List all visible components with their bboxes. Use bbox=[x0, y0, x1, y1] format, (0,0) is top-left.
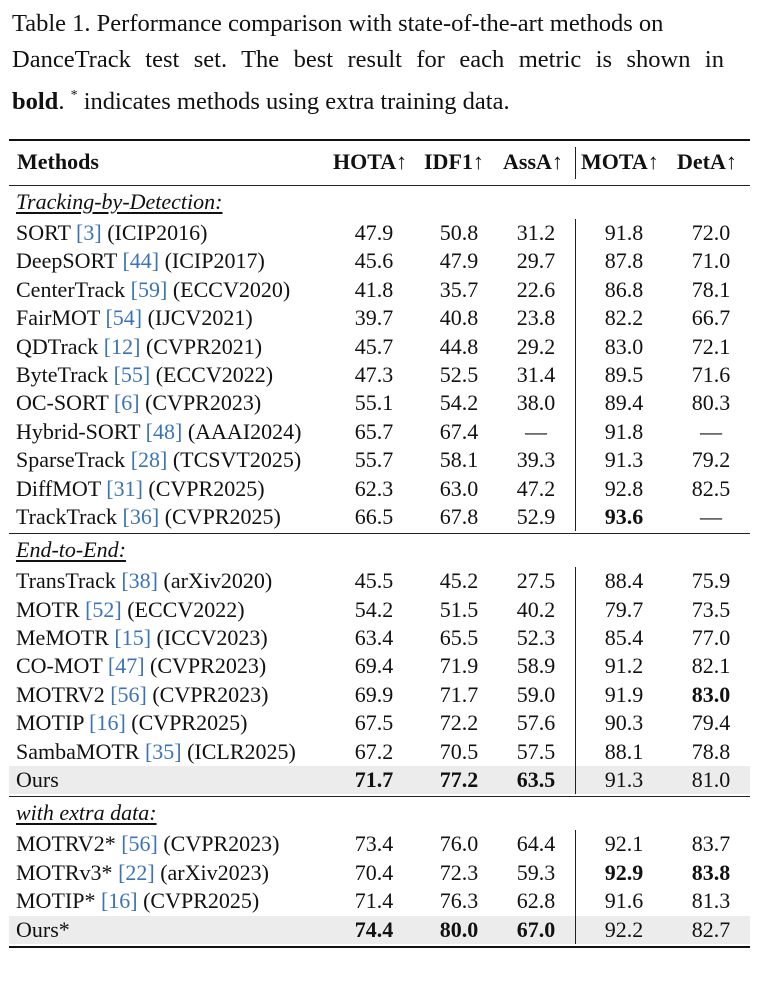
hota-value: 67.5 bbox=[354, 710, 394, 736]
mota-value: 91.3 bbox=[604, 767, 644, 793]
deta-value: 75.9 bbox=[691, 568, 731, 594]
method-name: DiffMOT bbox=[16, 475, 107, 501]
mota-value: 93.6 bbox=[604, 503, 644, 529]
assa-value: 47.2 bbox=[516, 475, 556, 501]
method-cell bbox=[16, 446, 301, 474]
method-venue: (arXiv2023) bbox=[154, 859, 269, 885]
table-section bbox=[9, 797, 750, 948]
table-row-ours bbox=[9, 766, 750, 794]
idf1-value: 51.5 bbox=[439, 596, 479, 622]
idf1-value: 45.2 bbox=[439, 568, 479, 594]
header-mota: MOTA↑ bbox=[581, 149, 659, 174]
deta-value: 72.0 bbox=[691, 220, 731, 245]
idf1-value: 76.3 bbox=[439, 888, 479, 914]
table-section bbox=[9, 186, 750, 534]
method-cell bbox=[16, 738, 296, 766]
method-cell bbox=[16, 333, 262, 361]
method-cell bbox=[16, 766, 59, 794]
method-cell bbox=[16, 304, 253, 332]
method-cell bbox=[16, 361, 273, 389]
results-table bbox=[9, 139, 750, 948]
assa-value: 29.2 bbox=[516, 333, 556, 359]
hota-value: 55.7 bbox=[354, 447, 394, 473]
deta-value: 81.0 bbox=[691, 767, 731, 793]
method-name: ByteTrack bbox=[16, 361, 114, 387]
mota-value: 87.8 bbox=[604, 248, 644, 274]
idf1-value: 40.8 bbox=[439, 305, 479, 331]
caption-line-1: Table 1. Performance comparison with state-of-the-art methods on bbox=[12, 10, 664, 37]
method-venue: (ICLR2025) bbox=[181, 738, 296, 764]
table-row bbox=[9, 361, 750, 389]
citation-link[interactable]: [6] bbox=[113, 390, 140, 416]
mota-value: 91.9 bbox=[604, 681, 644, 707]
hota-value: 74.4 bbox=[354, 916, 394, 942]
assa-value: 31.2 bbox=[516, 220, 556, 245]
method-name: MOTRV2* bbox=[16, 831, 122, 857]
method-name: MOTIP bbox=[16, 710, 90, 736]
method-name: CO-MOT bbox=[16, 653, 108, 679]
method-name: MOTIP* bbox=[16, 888, 101, 914]
assa-value: 52.3 bbox=[516, 625, 556, 651]
deta-value: 71.6 bbox=[691, 361, 731, 387]
assa-value: 31.4 bbox=[516, 361, 556, 387]
table-body bbox=[9, 186, 750, 948]
method-venue: (CVPR2023) bbox=[144, 653, 267, 679]
hota-value: 70.4 bbox=[354, 859, 394, 885]
hota-value: 63.4 bbox=[354, 625, 394, 651]
assa-value: 58.9 bbox=[516, 653, 556, 679]
caption-line-3-text: indicates methods using extra training data. bbox=[77, 88, 510, 115]
method-name: SambaMOTR bbox=[16, 738, 145, 764]
deta-value: 81.3 bbox=[691, 888, 731, 914]
method-venue: (ICIP2017) bbox=[159, 248, 265, 274]
deta-value: 83.7 bbox=[691, 831, 731, 857]
deta-value: 83.0 bbox=[691, 681, 731, 707]
method-cell bbox=[16, 859, 269, 887]
caption-line-3 bbox=[12, 78, 724, 120]
method-cell bbox=[16, 681, 268, 709]
citation-link[interactable]: [47] bbox=[107, 653, 145, 679]
assa-value: 40.2 bbox=[516, 596, 556, 622]
citation-link[interactable]: [22] bbox=[118, 859, 155, 885]
mota-value: 92.9 bbox=[604, 859, 644, 885]
deta-value: 71.0 bbox=[691, 248, 731, 274]
method-name: SORT bbox=[16, 220, 77, 245]
deta-value: 79.4 bbox=[691, 710, 731, 736]
table-row bbox=[9, 503, 750, 531]
column-divider bbox=[575, 219, 576, 531]
idf1-value: 54.2 bbox=[439, 390, 479, 416]
mota-value: 88.4 bbox=[604, 568, 644, 594]
citation-link[interactable]: [55] bbox=[113, 361, 151, 387]
mota-value: 85.4 bbox=[604, 625, 644, 651]
table-row bbox=[9, 709, 750, 737]
deta-value: 72.1 bbox=[691, 333, 731, 359]
deta-value: 80.3 bbox=[691, 390, 731, 416]
method-name: QDTrack bbox=[16, 333, 104, 359]
citation-link[interactable]: [59] bbox=[130, 276, 168, 302]
hota-value: 71.7 bbox=[354, 767, 394, 793]
hota-value: 47.3 bbox=[354, 361, 394, 387]
deta-value: 78.8 bbox=[691, 738, 731, 764]
section-title bbox=[9, 186, 750, 219]
method-name: MeMOTR bbox=[16, 625, 115, 651]
table-row bbox=[9, 247, 750, 275]
idf1-value: 71.7 bbox=[439, 681, 479, 707]
table-row bbox=[9, 624, 750, 652]
assa-value: 23.8 bbox=[516, 305, 556, 331]
section-rows bbox=[9, 219, 750, 531]
method-name: Ours* bbox=[16, 916, 70, 942]
hota-value: 62.3 bbox=[354, 475, 394, 501]
method-name: TrackTrack bbox=[16, 503, 123, 529]
header-deta: DetA↑ bbox=[677, 149, 737, 174]
assa-value: — bbox=[525, 418, 547, 444]
table-caption bbox=[12, 6, 724, 120]
mota-value: 89.5 bbox=[604, 361, 644, 387]
section-title bbox=[9, 797, 750, 830]
table-row bbox=[9, 681, 750, 709]
deta-value: 73.5 bbox=[691, 596, 731, 622]
deta-value: 79.2 bbox=[691, 447, 731, 473]
method-venue: (CVPR2025) bbox=[142, 475, 265, 501]
method-venue: (ICCV2023) bbox=[151, 625, 268, 651]
method-venue: (arXiv2020) bbox=[158, 568, 273, 594]
method-venue: (CVPR2023) bbox=[157, 831, 280, 857]
column-divider bbox=[575, 567, 576, 794]
section-title-text: End-to-End: bbox=[16, 537, 126, 563]
table-row bbox=[9, 567, 750, 595]
method-cell bbox=[16, 475, 265, 503]
idf1-value: 44.8 bbox=[439, 333, 479, 359]
hota-value: 65.7 bbox=[354, 418, 394, 444]
hota-value: 55.1 bbox=[354, 390, 394, 416]
mota-value: 91.6 bbox=[604, 888, 644, 914]
idf1-value: 35.7 bbox=[439, 276, 479, 302]
table-section bbox=[9, 534, 750, 797]
deta-value: 82.7 bbox=[691, 916, 731, 942]
method-name: DeepSORT bbox=[16, 248, 123, 274]
mota-value: 83.0 bbox=[604, 333, 644, 359]
table-row bbox=[9, 859, 750, 887]
citation-link[interactable]: [36] bbox=[122, 503, 160, 529]
hota-value: 39.7 bbox=[354, 305, 394, 331]
method-venue: (ICIP2016) bbox=[101, 220, 208, 245]
deta-value: 82.5 bbox=[691, 475, 731, 501]
citation-link[interactable]: [16] bbox=[100, 888, 138, 914]
assa-value: 62.8 bbox=[516, 888, 556, 914]
assa-value: 29.7 bbox=[516, 248, 556, 274]
assa-value: 57.6 bbox=[516, 710, 556, 736]
deta-value: 77.0 bbox=[691, 625, 731, 651]
hota-value: 47.9 bbox=[354, 220, 394, 245]
mota-value: 91.3 bbox=[604, 447, 644, 473]
mota-value: 91.8 bbox=[604, 418, 644, 444]
citation-link[interactable]: [54] bbox=[105, 305, 143, 331]
assa-value: 27.5 bbox=[516, 568, 556, 594]
hota-value: 41.8 bbox=[354, 276, 394, 302]
method-cell bbox=[16, 652, 266, 680]
section-title-text: with extra data: bbox=[16, 800, 157, 826]
hota-value: 69.9 bbox=[354, 681, 394, 707]
method-cell bbox=[16, 567, 272, 595]
method-name: MOTRV2 bbox=[16, 681, 111, 707]
assa-value: 38.0 bbox=[516, 390, 556, 416]
table-row bbox=[9, 304, 750, 332]
method-venue: (TCSVT2025) bbox=[167, 447, 302, 473]
method-cell bbox=[16, 624, 268, 652]
mota-value: 82.2 bbox=[604, 305, 644, 331]
method-cell bbox=[16, 830, 279, 858]
method-cell bbox=[16, 709, 247, 737]
idf1-value: 72.3 bbox=[439, 859, 479, 885]
method-cell bbox=[16, 887, 259, 915]
idf1-value: 63.0 bbox=[439, 475, 479, 501]
table-row bbox=[9, 738, 750, 766]
citation-link[interactable]: [3] bbox=[76, 220, 102, 245]
table-row bbox=[9, 418, 750, 446]
citation-link[interactable]: [52] bbox=[85, 596, 122, 622]
idf1-value: 70.5 bbox=[439, 738, 479, 764]
method-name: Ours bbox=[16, 767, 59, 793]
assa-value: 52.9 bbox=[516, 503, 556, 529]
method-venue: (CVPR2025) bbox=[137, 888, 260, 914]
deta-value: — bbox=[700, 418, 722, 444]
citation-link[interactable]: [16] bbox=[89, 710, 126, 736]
citation-link[interactable]: [56] bbox=[121, 831, 158, 857]
assa-value: 63.5 bbox=[516, 767, 556, 793]
column-divider bbox=[575, 830, 576, 944]
caption-asterisk: * bbox=[70, 88, 78, 103]
mota-value: 91.2 bbox=[604, 653, 644, 679]
citation-link[interactable]: [28] bbox=[130, 447, 168, 473]
method-cell bbox=[16, 503, 281, 531]
hota-value: 45.7 bbox=[354, 333, 394, 359]
assa-value: 64.4 bbox=[516, 831, 556, 857]
method-venue: (CVPR2023) bbox=[139, 390, 262, 416]
idf1-value: 52.5 bbox=[439, 361, 479, 387]
table-row bbox=[9, 887, 750, 915]
citation-link[interactable]: [35] bbox=[144, 738, 182, 764]
mota-value: 91.8 bbox=[604, 220, 644, 245]
mota-value: 88.1 bbox=[604, 738, 644, 764]
deta-value: — bbox=[700, 503, 722, 529]
citation-link[interactable]: [15] bbox=[114, 625, 152, 651]
header-hota: HOTA↑ bbox=[333, 149, 408, 174]
assa-value: 57.5 bbox=[516, 738, 556, 764]
section-title bbox=[9, 534, 750, 567]
mota-value: 89.4 bbox=[604, 390, 644, 416]
citation-link[interactable]: [38] bbox=[121, 568, 158, 594]
header-row bbox=[9, 141, 750, 185]
table-row bbox=[9, 389, 750, 417]
table-row bbox=[9, 475, 750, 503]
method-name: MOTR bbox=[16, 596, 86, 622]
method-name: FairMOT bbox=[16, 305, 106, 331]
hota-value: 45.6 bbox=[354, 248, 394, 274]
method-name: OC-SORT bbox=[16, 390, 114, 416]
method-cell bbox=[16, 219, 207, 247]
hota-value: 67.2 bbox=[354, 738, 394, 764]
assa-value: 39.3 bbox=[516, 447, 556, 473]
method-cell bbox=[16, 596, 245, 624]
method-venue: (CVPR2023) bbox=[146, 681, 269, 707]
citation-link[interactable]: [48] bbox=[145, 418, 183, 444]
method-cell bbox=[16, 916, 70, 944]
table-row bbox=[9, 276, 750, 304]
deta-value: 66.7 bbox=[691, 305, 731, 331]
citation-link[interactable]: [12] bbox=[103, 333, 141, 359]
table-row bbox=[9, 333, 750, 361]
deta-value: 78.1 bbox=[691, 276, 731, 302]
table-row bbox=[9, 830, 750, 858]
header-column-divider bbox=[575, 147, 576, 179]
hota-value: 66.5 bbox=[354, 503, 394, 529]
mota-value: 92.2 bbox=[604, 916, 644, 942]
citation-link[interactable]: [31] bbox=[106, 475, 143, 501]
caption-line-2: DanceTrack test set. The best result for each metric is shown in bbox=[12, 46, 724, 73]
hota-value: 71.4 bbox=[354, 888, 394, 914]
hota-value: 69.4 bbox=[354, 653, 394, 679]
method-cell bbox=[16, 247, 265, 275]
header-idf1: IDF1↑ bbox=[424, 149, 484, 174]
method-cell bbox=[16, 389, 261, 417]
citation-link[interactable]: [44] bbox=[122, 248, 160, 274]
idf1-value: 50.8 bbox=[439, 220, 479, 245]
table-row-ours bbox=[9, 916, 750, 944]
method-venue: (ECCV2020) bbox=[167, 276, 291, 302]
header-methods: Methods bbox=[17, 149, 99, 174]
idf1-value: 80.0 bbox=[439, 916, 479, 942]
method-name: Hybrid-SORT bbox=[16, 418, 146, 444]
mota-value: 79.7 bbox=[604, 596, 644, 622]
citation-link[interactable]: [56] bbox=[110, 681, 147, 707]
idf1-value: 47.9 bbox=[439, 248, 479, 274]
section-title-text: Tracking-by-Detection: bbox=[16, 189, 223, 214]
bottom-rule bbox=[9, 946, 750, 948]
idf1-value: 65.5 bbox=[439, 625, 479, 651]
deta-value: 83.8 bbox=[691, 859, 731, 885]
mota-value: 90.3 bbox=[604, 710, 644, 736]
method-venue: (IJCV2021) bbox=[142, 305, 253, 331]
hota-value: 73.4 bbox=[354, 831, 394, 857]
table-row bbox=[9, 446, 750, 474]
table-row bbox=[9, 596, 750, 624]
table-row bbox=[9, 652, 750, 680]
deta-value: 82.1 bbox=[691, 653, 731, 679]
idf1-value: 71.9 bbox=[439, 653, 479, 679]
method-name: SparseTrack bbox=[16, 447, 131, 473]
idf1-value: 67.8 bbox=[439, 503, 479, 529]
assa-value: 59.0 bbox=[516, 681, 556, 707]
mota-value: 86.8 bbox=[604, 276, 644, 302]
idf1-value: 58.1 bbox=[439, 447, 479, 473]
method-cell bbox=[16, 418, 301, 446]
method-name: MOTRv3* bbox=[16, 859, 119, 885]
idf1-value: 72.2 bbox=[439, 710, 479, 736]
mota-value: 92.1 bbox=[604, 831, 644, 857]
idf1-value: 77.2 bbox=[439, 767, 479, 793]
method-cell bbox=[16, 276, 290, 304]
method-venue: (ECCV2022) bbox=[121, 596, 245, 622]
method-name: CenterTrack bbox=[16, 276, 131, 302]
mota-value: 92.8 bbox=[604, 475, 644, 501]
hota-value: 54.2 bbox=[354, 596, 394, 622]
assa-value: 67.0 bbox=[516, 916, 556, 942]
assa-value: 59.3 bbox=[516, 859, 556, 885]
method-venue: (CVPR2025) bbox=[159, 503, 281, 529]
hota-value: 45.5 bbox=[354, 568, 394, 594]
method-venue: (CVPR2025) bbox=[125, 710, 248, 736]
section-rows bbox=[9, 830, 750, 944]
idf1-value: 67.4 bbox=[439, 418, 479, 444]
method-venue: (ECCV2022) bbox=[150, 361, 274, 387]
method-venue: (CVPR2021) bbox=[140, 333, 263, 359]
table-row bbox=[9, 219, 750, 247]
header-assa: AssA↑ bbox=[503, 149, 563, 174]
method-name: TransTrack bbox=[16, 568, 122, 594]
caption-punct: . bbox=[58, 88, 71, 115]
method-venue: (AAAI2024) bbox=[182, 418, 302, 444]
idf1-value: 76.0 bbox=[439, 831, 479, 857]
section-rows bbox=[9, 567, 750, 794]
caption-bold-word: bold bbox=[12, 88, 59, 115]
assa-value: 22.6 bbox=[516, 276, 556, 302]
